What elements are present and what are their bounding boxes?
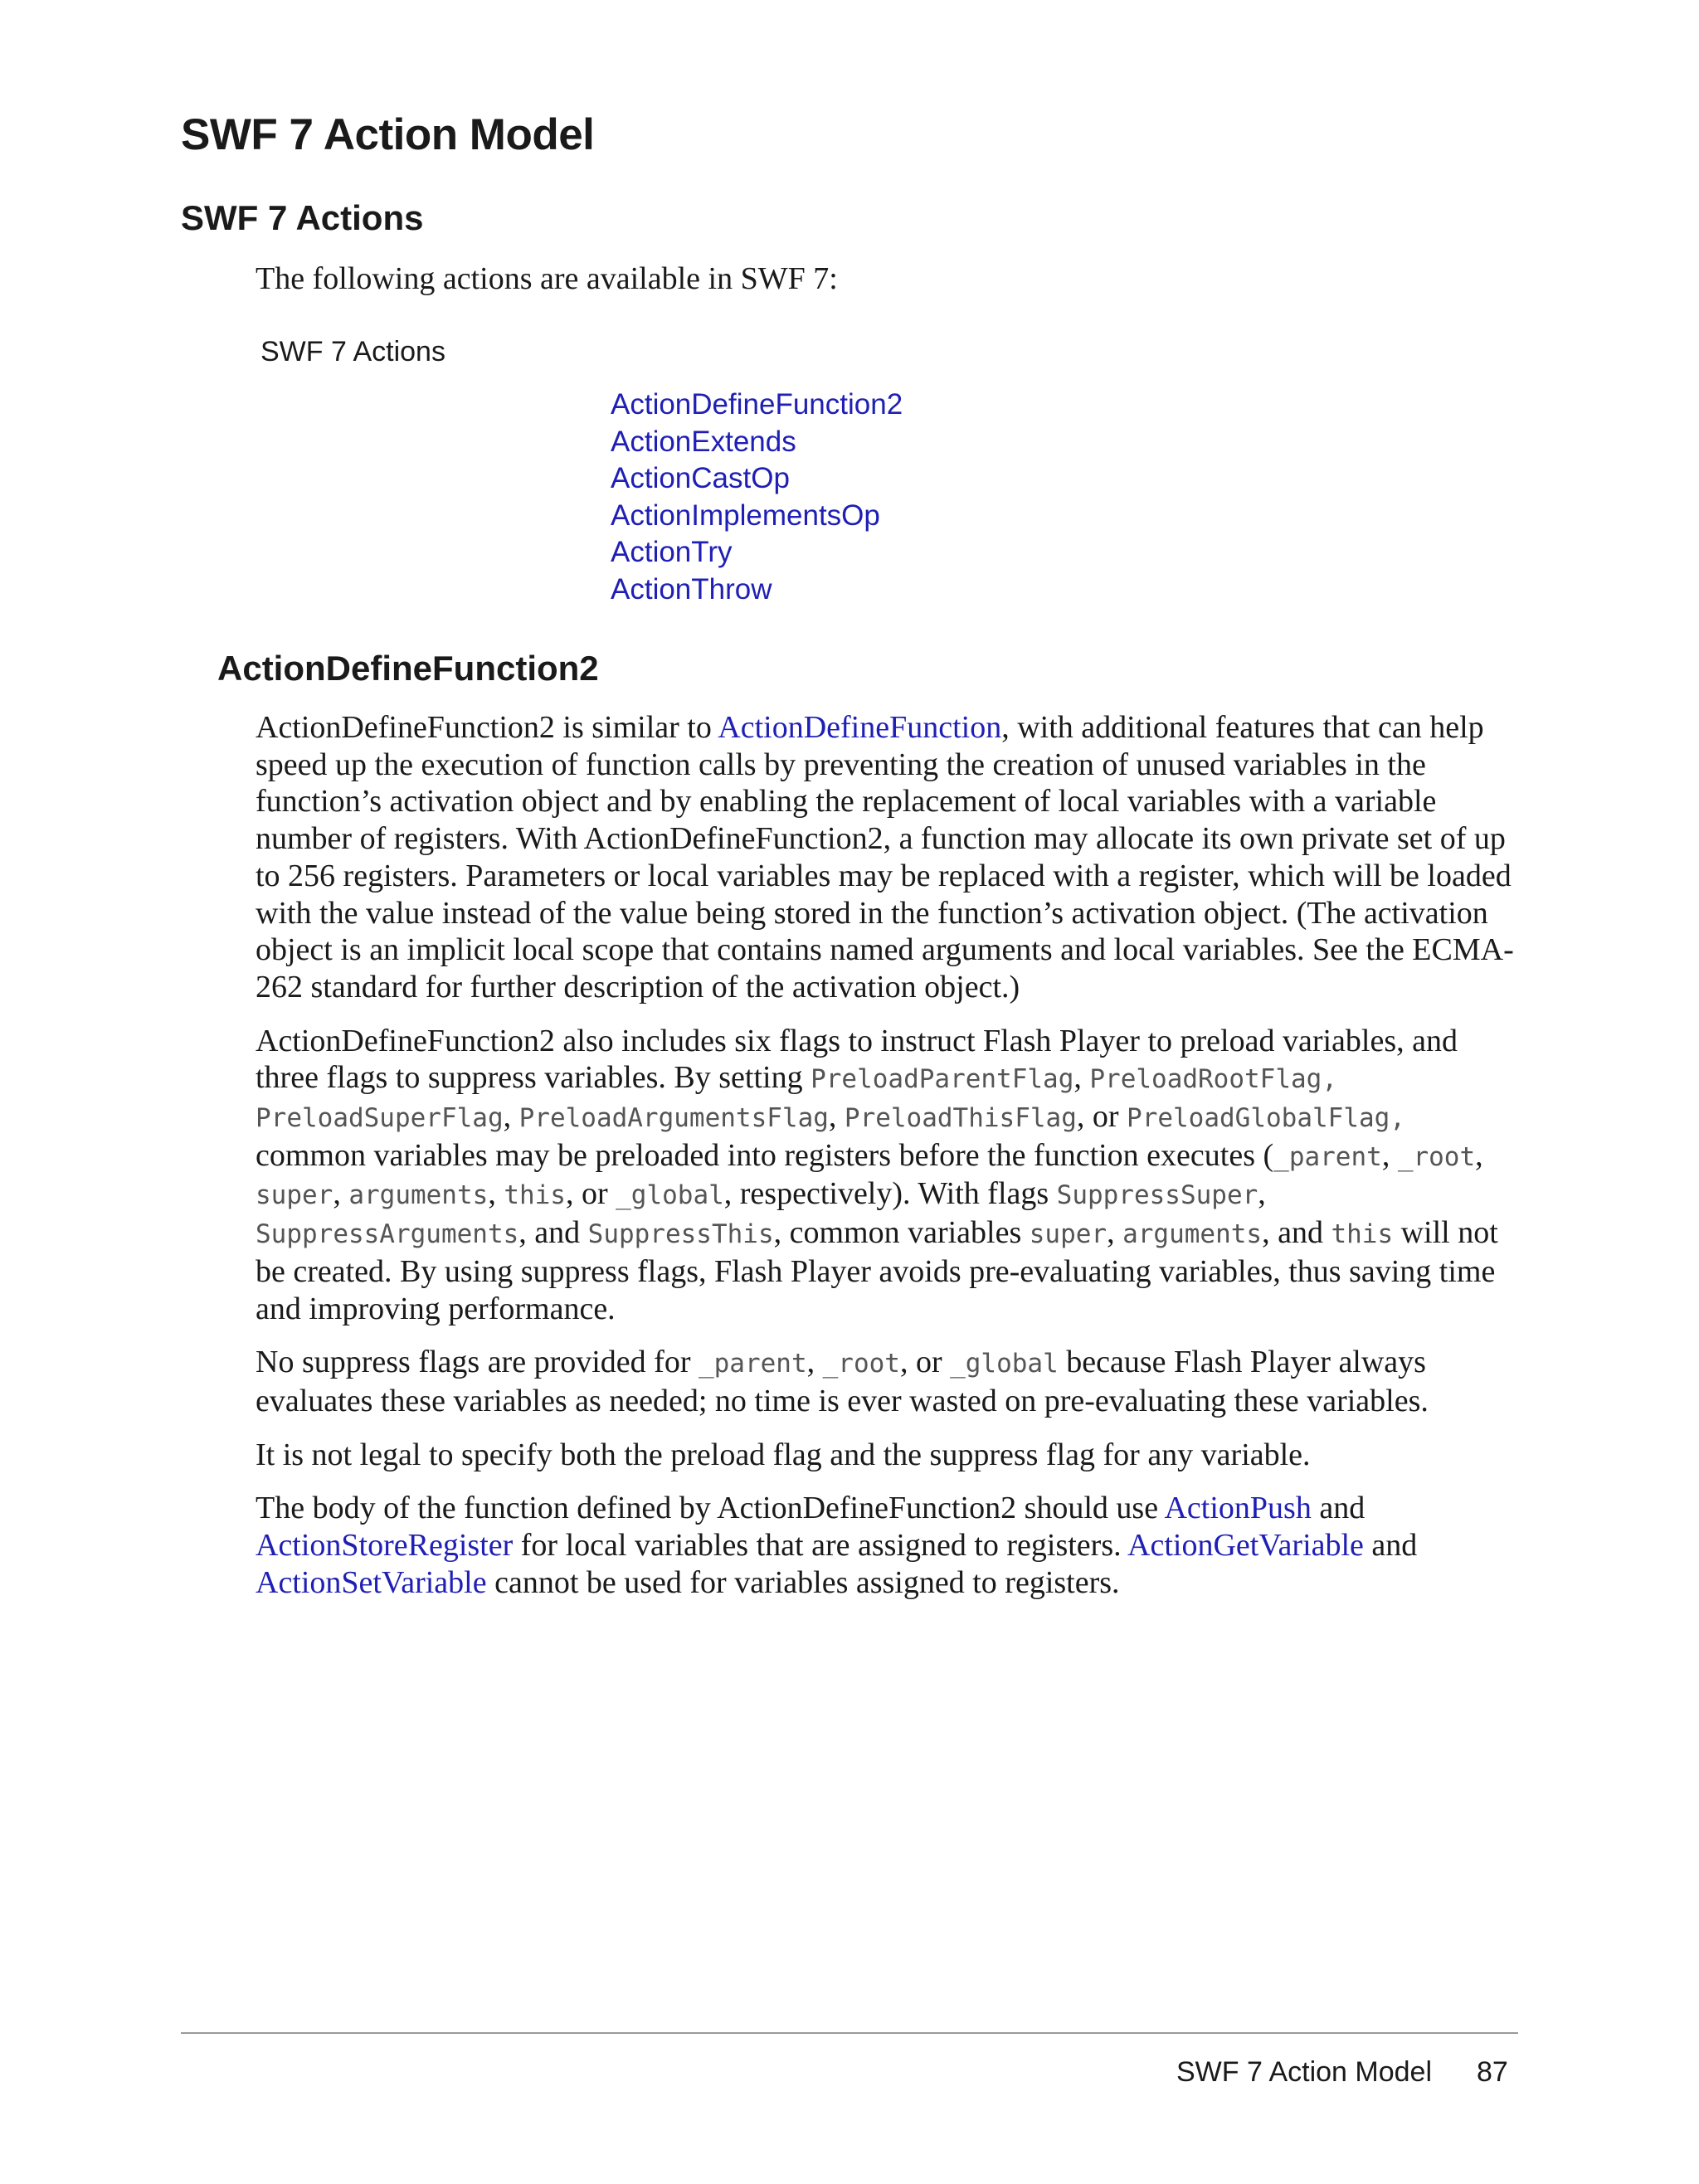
code-arguments: arguments [1122,1219,1263,1250]
paragraph-5: The body of the function defined by ActionDefineFunction2 should use ActionPush and ActionStoreRegister for local variables that are assigned to registers. ActionGetVariable and ActionSetVariable cannot be used for variables assigned to registers. [256,1491,1418,1600]
code-preload-this-flag: PreloadThisFlag [844,1103,1077,1134]
code-suppress-this: SuppressThis [587,1219,774,1250]
footer-divider [181,2032,1518,2034]
code-super: super [256,1180,333,1211]
subsection-body [256,709,1516,1617]
link-actiongetvariable[interactable]: ActionGetVariable [1127,1528,1364,1564]
action-link-extends[interactable]: ActionExtends [611,425,796,458]
code-preload-root-flag: PreloadRootFlag, [1089,1064,1337,1095]
page-number: 87 [1477,2056,1508,2088]
link-actionpush[interactable]: ActionPush [1164,1491,1312,1526]
page-title: SWF 7 Action Model [181,110,595,159]
code-preload-parent-flag: PreloadParentFlag [811,1064,1074,1095]
paragraph-4: It is not legal to specify both the preload flag and the suppress flag for any variable. [256,1437,1311,1472]
code-this: this [504,1180,566,1211]
code-suppress-arguments: SuppressArguments [256,1219,519,1250]
link-actiondefinefunction[interactable]: ActionDefineFunction [718,710,1002,745]
action-link-implementsop[interactable]: ActionImplementsOp [611,499,880,532]
paragraph-3: No suppress flags are provided for _parent, _root, or _global because Flash Player always evaluates these variables as needed; no time is ever wasted on pre-evaluating these variables. [256,1345,1429,1418]
section-intro: The following actions are available in SWF 7: [256,261,838,296]
subsection-heading: ActionDefineFunction2 [217,649,599,688]
code-parent: _parent [1273,1141,1382,1172]
action-link-castop[interactable]: ActionCastOp [611,462,790,494]
actions-table-caption: SWF 7 Actions [260,336,445,367]
code-root: _root [1397,1141,1476,1172]
action-link-try[interactable]: ActionTry [611,536,733,568]
paragraph-1: ActionDefineFunction2 is similar to ActionDefineFunction, with additional features that can help speed up the execution of function calls by preventing the creation of unused variables in the function’s activation object and by enabling the replacement of local variables with a variable number of registers. With ActionDefineFunction2, a function may allocate its own private set of up to 256 registers. Parameters or local variables may be replaced with a register, which will be loaded with the value instead of the value being stored in the function’s activation object. (The activation object is an implicit local scope that contains named arguments and local variables. See the ECMA-262 standard for further description of the activation object.) [256,710,1514,1004]
list-item [611,534,903,572]
action-link-definefunction2[interactable]: ActionDefineFunction2 [611,388,903,421]
code-preload-global-flag: PreloadGlobalFlag, [1127,1103,1405,1134]
link-actionstoreregister[interactable]: ActionStoreRegister [256,1528,514,1564]
list-item [611,387,903,424]
list-item [611,572,903,609]
link-actionsetvariable[interactable]: ActionSetVariable [256,1564,487,1600]
code-parent: _parent [698,1349,807,1379]
section-heading: SWF 7 Actions [181,198,424,237]
code-root: _root [822,1349,900,1379]
action-link-throw[interactable]: ActionThrow [611,572,772,606]
code-preload-super-flag: PreloadSuperFlag [256,1103,504,1134]
list-item [611,424,903,461]
code-super: super [1029,1219,1108,1250]
code-this: this [1331,1219,1394,1250]
list-item [611,460,903,498]
code-preload-arguments-flag: PreloadArgumentsFlag [518,1103,829,1134]
footer-title: SWF 7 Action Model [1176,2056,1433,2088]
code-global: _global [616,1180,724,1211]
paragraph-2: ActionDefineFunction2 also includes six flags to instruct Flash Player to preload variables, and three flags to suppress variables. By setting PreloadParentFlag, PreloadRootFlag, PreloadSuperFlag, PreloadArgumentsFlag, PreloadThisFlag, or PreloadGlobalFlag, common variables may be preloaded into registers before the function executes (_parent, _root, super, arguments, this, or _global, respectively). With flags SuppressSuper, SuppressArguments, and SuppressThis, common variables super, arguments, and this will not be created. By using suppress flags, Flash Player avoids pre-evaluating variables, thus saving time and improving performance. [256,1023,1498,1326]
code-arguments: arguments [348,1180,489,1211]
code-global: _global [950,1349,1059,1379]
code-suppress-super: SuppressSuper [1056,1180,1258,1211]
actions-list [611,387,903,608]
list-item [611,498,903,535]
